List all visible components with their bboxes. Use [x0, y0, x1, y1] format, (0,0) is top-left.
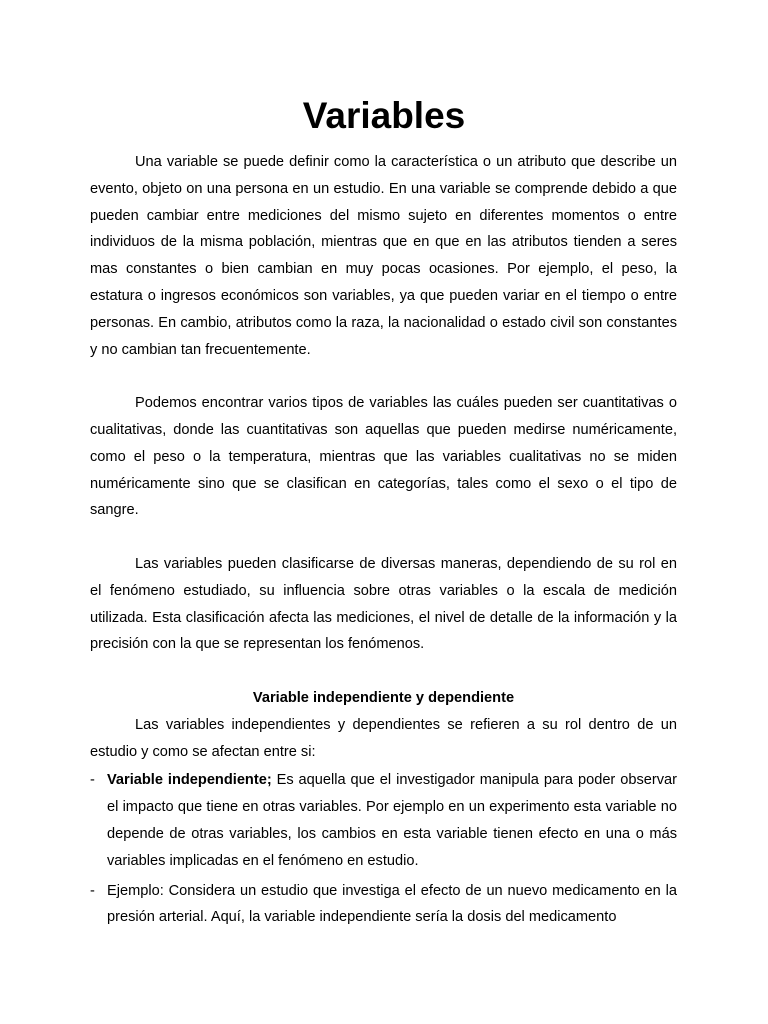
- section-heading: Variable independiente y dependiente: [252, 689, 515, 706]
- paragraph-definition: Una variable se puede definir como la característica o un atributo que describe un evento, objeto on una persona en un estudio. En una variable se comprende debido a que pueden cambiar entre mediciones del mismo sujeto en diferentes momentos o entre individuos de la misma población, mientras que en que en las atributos tienden a seres mas constantes o bien cambian en muy pocas ocasiones. Por ejemplo, el peso, la estatura o ingresos económicos son variables, ya que pueden variar en el tiempo o entre personas. En cambio, atributos como la raza, la nacionalidad o estado civil son constantes y no cambian tan frecuentemente.: [90, 154, 677, 358]
- bullet-marker: -: [90, 772, 95, 789]
- list-item: [90, 767, 677, 874]
- paragraph-types: Podemos encontrar varios tipos de variables las cuáles pueden ser cuantitativas o cualitativas, donde las cuantitativas son aquellas que pueden medirse numéricamente, como el peso o la temperatura, mientras que las variables cualitativas no se miden numéricamente sino que se clasifican en categorías, tales como el sexo o el tipo de sangre.: [90, 395, 677, 519]
- bullet-marker: -: [90, 882, 95, 899]
- paragraph-classification: Las variables pueden clasificarse de diversas maneras, dependiendo de su rol en el fenómeno estudiado, su influencia sobre otras variables o la escala de medición utilizada. Esta clasificación afecta las mediciones, el nivel de detalle de la información y la precisión con la que se representan los fenómenos.: [90, 555, 677, 653]
- bullet-term: Variable independiente;: [107, 772, 272, 789]
- bullet-text: Es aquella que el investigador manipula para poder observar el impacto que tiene en otras variables. Por ejemplo en un experimento esta variable no depende de otras variables, los cambios en esta variable tienen efecto en una o más variables implicadas en el fenómeno en estudio.: [107, 772, 677, 869]
- bullet-list: [90, 767, 677, 931]
- bullet-text: Ejemplo: Considera un estudio que investiga el efecto de un nuevo medicamento en la presión arterial. Aquí, la variable independiente sería la dosis del medicamento: [107, 882, 677, 926]
- list-item: [90, 878, 677, 932]
- document-body: [90, 149, 677, 934]
- document-title: Variables: [302, 95, 466, 136]
- section-intro: Las variables independientes y dependientes se refieren a su rol dentro de un estudio y como se afectan entre si:: [90, 716, 677, 760]
